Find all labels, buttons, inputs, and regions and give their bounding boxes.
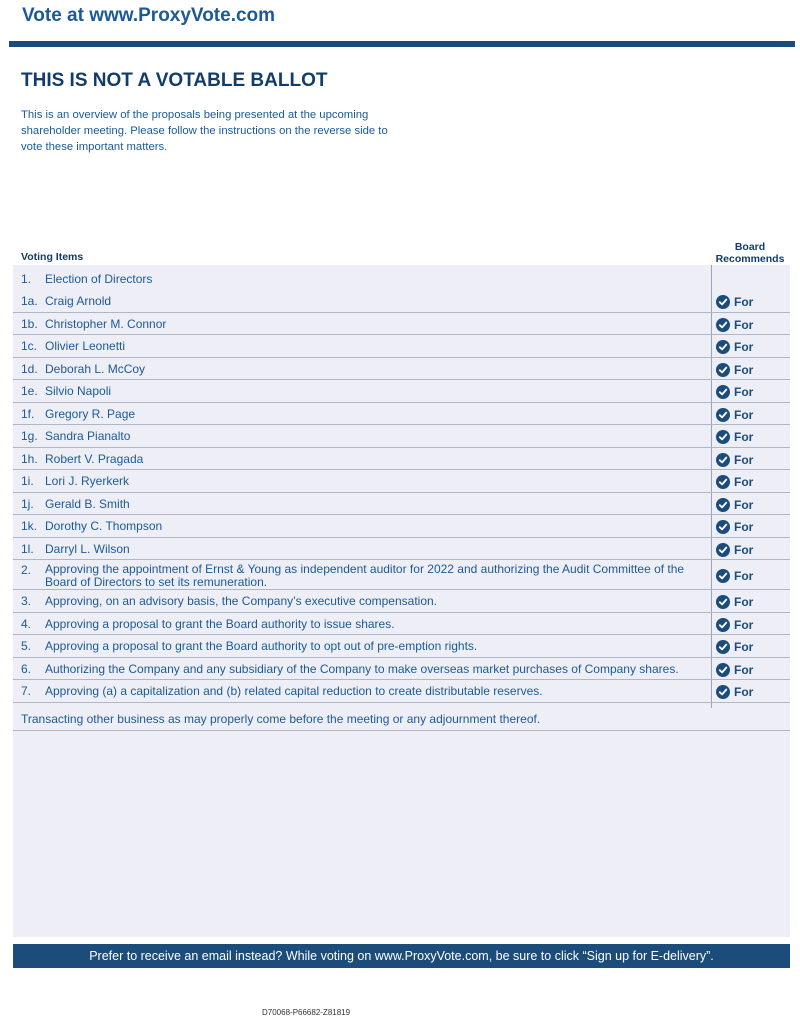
recommendation-label: For bbox=[734, 569, 754, 583]
board-recommends-line1: Board bbox=[734, 241, 766, 253]
item-text: Craig Arnold bbox=[45, 294, 112, 308]
item-number: 5. bbox=[21, 639, 32, 653]
board-recommends-header bbox=[708, 241, 792, 265]
item-text: Approving (a) a capitalization and (b) related capital reduction to create distributable reserves. bbox=[45, 684, 543, 698]
recommendation-label: For bbox=[734, 475, 754, 489]
voting-item-row bbox=[13, 515, 790, 538]
item-text: Deborah L. McCoy bbox=[45, 361, 146, 376]
item-number: 1e. bbox=[21, 384, 38, 398]
voting-item-row bbox=[13, 680, 790, 703]
board-recommendation bbox=[716, 595, 753, 609]
recommendation-label: For bbox=[734, 362, 754, 377]
checkmark-circle-icon bbox=[716, 569, 730, 583]
item-number: 1k. bbox=[21, 519, 38, 533]
voting-items-header: Voting Items bbox=[21, 251, 84, 263]
item-number: 4. bbox=[21, 616, 32, 631]
board-recommendation bbox=[716, 618, 753, 632]
checkmark-circle-icon bbox=[716, 685, 730, 699]
recommendation-label: For bbox=[734, 385, 754, 399]
checkmark-circle-icon bbox=[716, 363, 730, 377]
voting-item-row bbox=[13, 493, 790, 516]
ballot-heading: THIS IS NOT A VOTABLE BALLOT bbox=[21, 70, 328, 91]
board-recommendation bbox=[716, 318, 753, 332]
checkmark-circle-icon bbox=[716, 595, 730, 609]
voting-item-row bbox=[13, 358, 790, 381]
item-number: 1i. bbox=[21, 474, 34, 488]
item-number: 1b. bbox=[21, 316, 38, 331]
voting-item-row bbox=[13, 658, 790, 681]
checkmark-circle-icon bbox=[716, 475, 730, 489]
checkmark-circle-icon bbox=[716, 430, 730, 444]
checkmark-circle-icon bbox=[716, 640, 730, 654]
checkmark-circle-icon bbox=[716, 498, 730, 512]
recommendation-label: For bbox=[734, 407, 754, 422]
board-recommendation bbox=[716, 640, 753, 654]
checkmark-circle-icon bbox=[716, 385, 730, 399]
item-text: Approving a proposal to grant the Board authority to issue shares. bbox=[45, 616, 395, 631]
voting-item-row bbox=[13, 538, 790, 561]
recommendation-label: For bbox=[734, 595, 754, 609]
item-number: 2. bbox=[21, 563, 32, 577]
voting-item-row bbox=[13, 380, 790, 403]
checkmark-circle-icon bbox=[716, 453, 730, 467]
board-recommendation bbox=[716, 685, 753, 699]
board-recommendation bbox=[716, 569, 753, 583]
board-recommendation bbox=[716, 430, 753, 444]
voting-item-row bbox=[13, 403, 790, 426]
board-recommends-line2: Recommends bbox=[715, 253, 785, 265]
other-business-row bbox=[13, 708, 790, 731]
board-recommendation bbox=[716, 385, 753, 399]
recommendation-label: For bbox=[734, 685, 754, 699]
checkmark-circle-icon bbox=[716, 618, 730, 632]
board-recommendation bbox=[716, 663, 753, 677]
item-text: Dorothy C. Thompson bbox=[45, 519, 163, 533]
ballot-intro: This is an overview of the proposals being presented at the upcoming shareholder meeting. Please follow the instructions on the reverse side to vote these important matters. bbox=[21, 109, 388, 153]
checkmark-circle-icon bbox=[716, 543, 730, 557]
item-text: Robert V. Pragada bbox=[45, 451, 144, 466]
recommendation-label: For bbox=[734, 497, 754, 512]
item-number: 1l. bbox=[21, 541, 34, 556]
voting-group-row bbox=[13, 269, 790, 289]
item-number: 6. bbox=[21, 661, 32, 676]
proxyvote-header-title: Vote at www.ProxyVote.com bbox=[22, 5, 276, 26]
checkmark-circle-icon bbox=[716, 663, 730, 677]
item-number: 1c. bbox=[21, 339, 38, 353]
item-text: Christopher M. Connor bbox=[45, 316, 167, 331]
item-text: Approving the appointment of Ernst & Young as independent auditor for 2022 and authorizing the Audit Committee of the Board of Directors to set its remuneration. bbox=[45, 562, 685, 589]
checkmark-circle-icon bbox=[716, 295, 730, 309]
item-text: Authorizing the Company and any subsidiary of the Company to make overseas market purchases of Company shares. bbox=[45, 661, 679, 676]
board-recommendation bbox=[716, 498, 753, 512]
item-text: Silvio Napoli bbox=[45, 384, 112, 398]
board-recommendation bbox=[716, 543, 753, 557]
recommendation-label: For bbox=[734, 662, 754, 677]
header-rule bbox=[9, 41, 795, 47]
voting-item-row bbox=[13, 290, 790, 313]
item-number: 1h. bbox=[21, 451, 38, 466]
voting-item-row bbox=[13, 560, 790, 590]
voting-item-row bbox=[13, 425, 790, 448]
recommendation-label: For bbox=[734, 617, 754, 632]
voting-item-row bbox=[13, 448, 790, 471]
recommendation-label: For bbox=[734, 317, 754, 332]
board-recommendation bbox=[716, 363, 753, 377]
item-number: 1g. bbox=[21, 429, 38, 443]
checkmark-circle-icon bbox=[716, 520, 730, 534]
group-text: Election of Directors bbox=[45, 272, 153, 286]
board-recommendation bbox=[716, 520, 753, 534]
recommendation-label: For bbox=[734, 295, 754, 309]
board-recommendation bbox=[716, 408, 753, 422]
item-text: Approving, on an advisory basis, the Company’s executive compensation. bbox=[45, 594, 437, 608]
item-number: 1a. bbox=[21, 294, 38, 308]
recommendation-label: For bbox=[734, 452, 754, 467]
voting-item-row bbox=[13, 470, 790, 493]
e-delivery-banner: Prefer to receive an email instead? While voting on www.ProxyVote.com, be sure to click “Sign up for E-delivery”. bbox=[13, 944, 790, 968]
item-text: Approving a proposal to grant the Board authority to opt out of pre-emption rights. bbox=[45, 639, 478, 653]
item-text: Olivier Leonetti bbox=[45, 339, 126, 353]
item-text: Sandra Pianalto bbox=[45, 429, 131, 443]
board-recommendation bbox=[716, 453, 753, 467]
voting-item-row bbox=[13, 635, 790, 658]
board-recommendation bbox=[716, 295, 753, 309]
group-number: 1. bbox=[21, 272, 32, 286]
item-number: 1d. bbox=[21, 361, 38, 376]
item-text: Gerald B. Smith bbox=[45, 496, 130, 511]
voting-item-row bbox=[13, 613, 790, 636]
recommendation-label: For bbox=[734, 542, 754, 557]
voting-item-row bbox=[13, 335, 790, 358]
recommendation-label: For bbox=[734, 340, 754, 354]
document-code: D70068-P66682-Z81819 bbox=[262, 1008, 351, 1017]
voting-item-row bbox=[13, 590, 790, 613]
recommendation-label: For bbox=[734, 520, 754, 534]
item-text: Darryl L. Wilson bbox=[45, 541, 130, 556]
board-recommendation bbox=[716, 475, 753, 489]
recommendation-label: For bbox=[734, 430, 754, 444]
voting-item-row bbox=[13, 313, 790, 336]
item-number: 7. bbox=[21, 684, 32, 698]
item-number: 3. bbox=[21, 594, 32, 608]
checkmark-circle-icon bbox=[716, 408, 730, 422]
item-text: Lori J. Ryerkerk bbox=[45, 474, 130, 488]
item-text: Gregory R. Page bbox=[45, 406, 136, 421]
checkmark-circle-icon bbox=[716, 318, 730, 332]
board-recommendation bbox=[716, 340, 753, 354]
checkmark-circle-icon bbox=[716, 340, 730, 354]
other-business-text: Transacting other business as may properly come before the meeting or any adjournment thereof. bbox=[21, 712, 541, 726]
recommendation-label: For bbox=[734, 640, 754, 654]
item-number: 1j. bbox=[21, 496, 34, 511]
item-number: 1f. bbox=[21, 406, 35, 421]
